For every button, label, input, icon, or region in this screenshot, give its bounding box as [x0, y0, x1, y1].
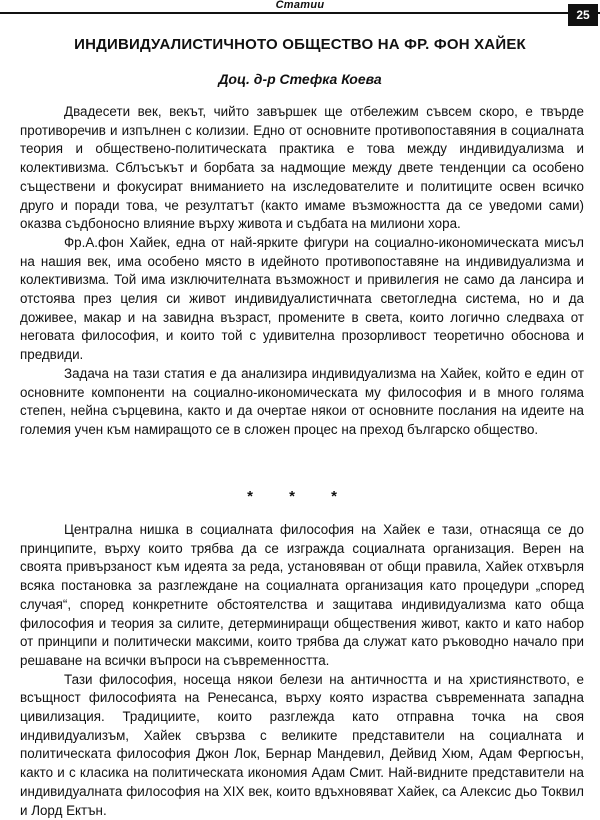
section-title — [0, 0, 600, 11]
paragraph: Фр.А.фон Хайек, една от най-ярките фигури на социално-икономическата мисъл на нашия век, има особено място в идейното противопоставяне на индивидуализма и колективизма. Той има изключителната възможност и привилегия не само да лансира и отстоява през целия си живот индивидуалистичната светогледна система, но и да доживее, макар и на завидна възраст, промените в света, които логично следваха от неговата философия, и които той с удивителна прозорливост теоретично обоснова и предвиди. — [20, 234, 584, 363]
paragraph: Тази философия, носеща някои белези на античността и на християнството, е всъщност философията на Ренесанса, върху която израства съвременната западна цивилизация. Традициите, които разглежда като отправна точка на своя индивидуализъм, Хайек свързва с великите представители на социалната и политическата философия Джон Лок, Бернар Мандевил, Дейвид Хюм, Адам Фергюсън, както и с класика на политическата икономия Адам Смит. Най-видните представители на индивидуалната философия на XIX век, които вдъхновяват Хайек, са Алексис дьо Токвил и Лорд Ектън. — [20, 671, 584, 818]
paragraph: Централна нишка в социалната философия на Хайек е тази, отнасяща се до принципите, върху които трябва да се изгражда социалната организация. Верен на своята привързаност към идеята за реда, установяван от общи правила, Хайек отхвърля всяка постановка за разглеждане на социалната организация като процедури „според случая“, според конкретните обстоятелства и защитава индивидуализма като обща философия и теория за силите, детерминиращи обществения живот, както и като набор от принципи и политически максими, които трябва да служат като ръководно начало при решаване на всички въпроси на съвременността. — [20, 522, 584, 668]
article-body-intro — [20, 103, 584, 440]
running-header — [0, 0, 600, 18]
section-separator: * * * — [247, 488, 353, 505]
paragraph: Задача на тази статия е да анализира индивидуализма на Хайек, който е един от основните компоненти на социално-икономическата му философия и в много голяма степен, нейна сърцевина, както и да очертае някои от основните послания на идеите на големия учен към намиращото се в сложен процес на преход българско общество. — [20, 365, 584, 437]
article-author: Доц. д-р Стефка Коева — [218, 71, 382, 87]
article-body-main — [20, 521, 584, 820]
section-title-text: Статии — [270, 0, 331, 11]
article-title: ИНДИВИДУАЛИСТИЧНОТО ОБЩЕСТВО НА ФР. ФОН ХАЙЕК — [74, 36, 526, 53]
header-rule — [0, 12, 600, 14]
paragraph: Двадесети век, векът, чийто завършек ще отбележим съвсем скоро, е твърде противоречив и изпълнен с колизии. Едно от основните противопоставяния в социалната теория и обществено-политическата практика е това между индивидуализма и колективизма. Сблъсъкът и борбата за надмощие между двете тенденции са особено съществени и фокусират вниманието на изследователите и политиците освен всичко друго и поради това, че резултатът (както имаме възможността да се уведоми сами) оказва съдбоносно влияние върху живота и съдбата на милиони хора. — [20, 104, 584, 232]
page-number: 25 — [568, 4, 598, 26]
